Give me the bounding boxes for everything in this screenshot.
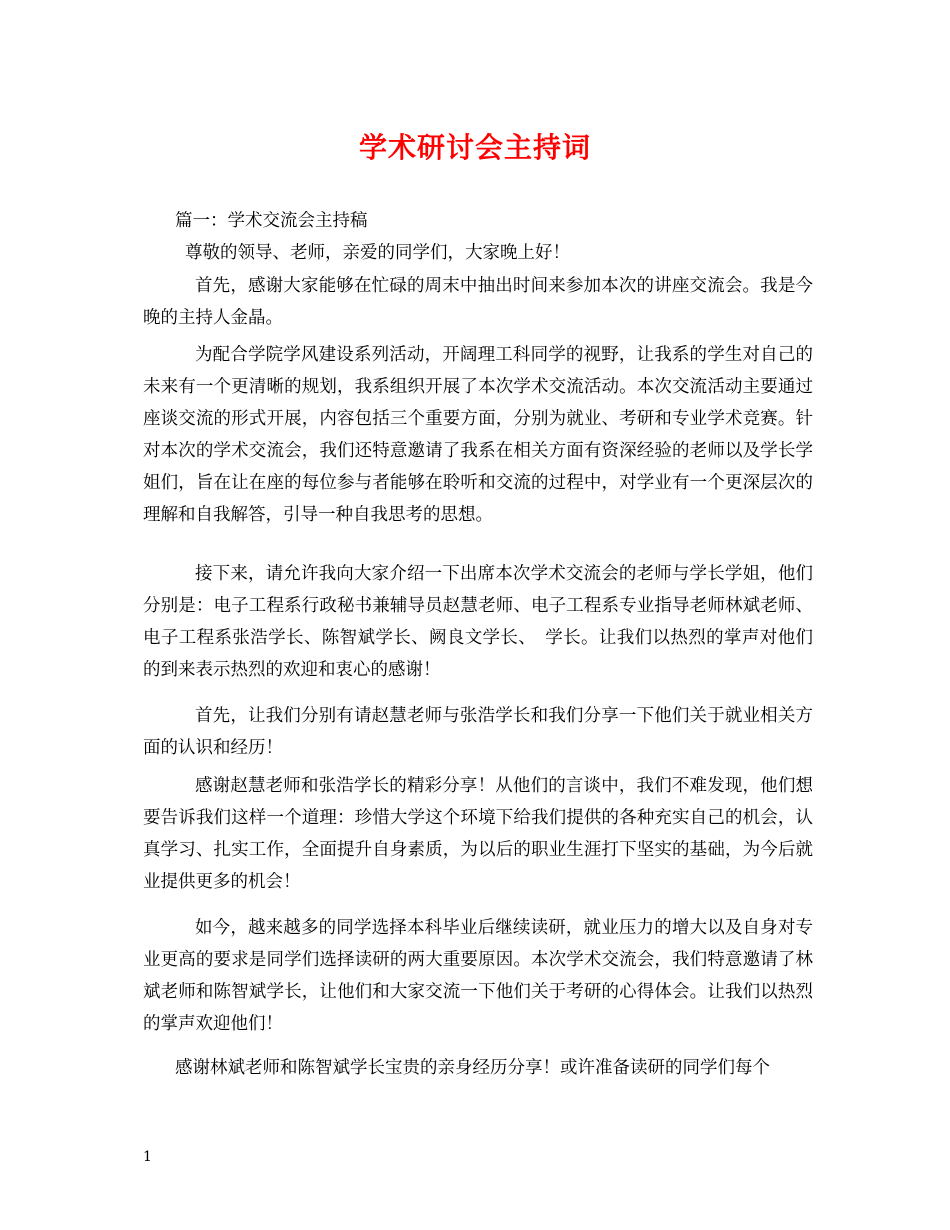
body-paragraph-1: 首先，感谢大家能够在忙碌的周末中抽出时间来参加本次的讲座交流会。我是今晚的主持人金晶。 bbox=[143, 276, 813, 328]
body-paragraph-2: 为配合学院学风建设系列活动，开阔理工科同学的视野，让我系的学生对自己的未来有一个更清晰的规划，我系组织开展了本次学术交流活动。本次交流活动主要通过座谈交流的形式开展，内容包括三个重要方面，分别为就业、考研和专业学术竞赛。针对本次的学术交流会，我们还特意邀请了我系在相关方面有资深经验的老师以及学长学姐们，旨在让在座的每位参与者能够在聆听和交流的过程中，对学业有一个更深层次的理解和自我解答，引导一种自我思考的思想。 bbox=[143, 345, 813, 525]
page-number: 1 bbox=[143, 1149, 152, 1165]
document-title: 学术研讨会主持词 bbox=[358, 131, 591, 164]
body-paragraph-3: 接下来，请允许我向大家介绍一下出席本次学术交流会的老师与学长学姐，他们分别是：电子工程系行政秘书兼辅导员赵慧老师、电子工程系专业指导老师林斌老师、电子工程系张浩学长、陈智斌学长、阙良文学长、 学长。让我们以热烈的掌声对他们的到来表示热烈的欢迎和衷心的感谢！ bbox=[143, 564, 813, 680]
body-paragraph-7: 感谢林斌老师和陈智斌学长宝贵的亲身经历分享！或许准备读研的同学们每个 bbox=[175, 1058, 770, 1078]
body-paragraph-4: 首先，让我们分别有请赵慧老师与张浩学长和我们分享一下他们关于就业相关方面的认识和经历！ bbox=[143, 706, 813, 758]
body-paragraph-6: 如今，越来越多的同学选择本科毕业后继续读研，就业压力的增大以及自身对专业更高的要求是同学们选择读研的两大重要原因。本次学术交流会，我们特意邀请了林斌老师和陈智斌学长，让他们和大家交流一下他们关于考研的心得体会。让我们以热烈的掌声欢迎他们！ bbox=[143, 918, 813, 1034]
section-heading: 篇一：学术交流会主持稿 bbox=[175, 211, 368, 231]
greeting-paragraph: 尊敬的领导、老师，亲爱的同学们，大家晚上好！ bbox=[185, 243, 570, 263]
body-paragraph-5: 感谢赵慧老师和张浩学长的精彩分享！从他们的言谈中，我们不难发现，他们想要告诉我们这样一个道理：珍惜大学这个环境下给我们提供的各种充实自己的机会，认真学习、扎实工作，全面提升自身素质，为以后的职业生涯打下坚实的基础，为今后就业提供更多的机会！ bbox=[143, 776, 813, 892]
